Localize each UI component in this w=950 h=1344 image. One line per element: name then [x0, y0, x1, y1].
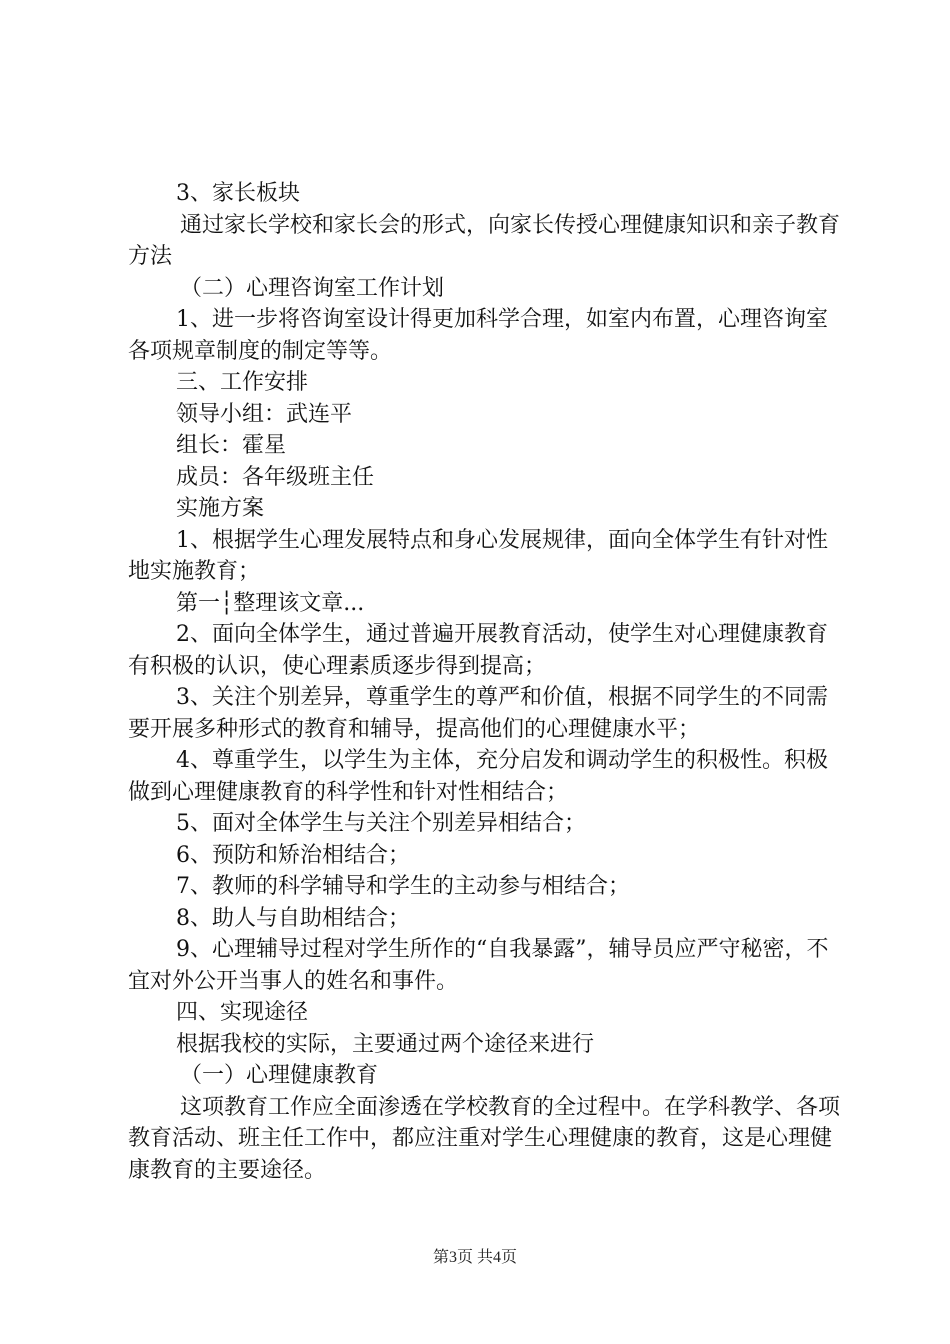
list-item-8: 8、助人与自助相结合；: [176, 905, 410, 931]
section-heading-work-arrangement: 三、工作安排: [176, 370, 309, 395]
list-item-5: 5、面对全体学生与关注个别差异相结合；: [176, 811, 586, 836]
paragraph-leadership-group: 领导小组：武连平: [176, 401, 353, 427]
section-heading-approaches: 四、实现途径: [176, 1000, 309, 1025]
watermark-line: 第一┆整理该文章...: [176, 590, 365, 616]
document-body: [128, 178, 840, 1186]
paragraph-counseling-room-item-1: 1、进一步将咨询室设计得更加科学合理，如室内布置，心理咨询室各项规章制度的制定等等。: [128, 307, 828, 364]
list-item-1: 1、根据学生心理发展特点和身心发展规律，面向全体学生有针对性地实施教育；: [128, 527, 828, 584]
section-heading-parent-module: 3、家长板块: [176, 181, 300, 206]
list-item-6: 6、预防和矫治相结合；: [176, 842, 410, 868]
page-number-footer: 第3页 共4页: [432, 1249, 517, 1266]
list-item-3: 3、关注个别差异，尊重学生的尊严和价值，根据不同学生的不同需要开展多种形式的教育和辅导，提高他们的心理健康水平；: [128, 685, 828, 742]
list-item-4: 4、尊重学生，以学生为主体，充分启发和调动学生的积极性。积极做到心理健康教育的科学性和针对性相结合；: [128, 748, 828, 805]
paragraph-parent-module-desc: 通过家长学校和家长会的形式，向家长传授心理健康知识和亲子教育方法: [128, 212, 841, 269]
section-heading-implementation: 实施方案: [176, 496, 265, 521]
section-heading-counseling-room: （二）心理咨询室工作计划: [180, 275, 445, 301]
section-heading-mental-health-education: （一）心理健康教育: [180, 1063, 379, 1088]
list-item-9: 9、心理辅导过程对学生所作的“自我暴露”，辅导员应严守秘密，不宜对外公开当事人的姓名和事件。: [128, 937, 829, 994]
list-item-2: 2、面向全体学生，通过普遍开展教育活动，使学生对心理健康教育有积极的认识，使心理素质逐步得到提高；: [128, 622, 828, 679]
paragraph-mental-health-education: 这项教育工作应全面渗透在学校教育的全过程中。在学科教学、各项教育活动、班主任工作中，都应注重对学生心理健康的教育，这是心理健康教育的主要途径。: [128, 1094, 841, 1183]
list-item-7: 7、教师的科学辅导和学生的主动参与相结合；: [176, 874, 630, 899]
paragraph-approaches-intro: 根据我校的实际，主要通过两个途径来进行: [176, 1031, 595, 1057]
paragraph-group-leader: 组长：霍星: [176, 433, 287, 458]
paragraph-members: 成员：各年级班主任: [176, 464, 375, 490]
